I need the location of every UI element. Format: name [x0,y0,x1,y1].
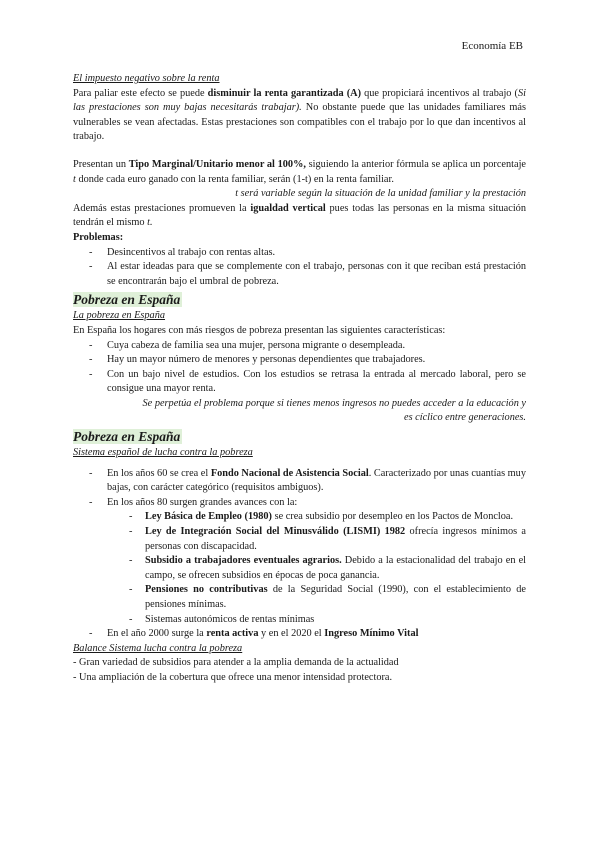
text-run: Además estas prestaciones promueven la [73,202,251,214]
quote-note: Se perpetúa el problema porque si tienes menos ingresos no puedes acceder a la educación y es cíclico entre generaciones. [142,397,526,424]
section-subtitle: La pobreza en España [73,310,166,322]
bold-run: renta activa [206,628,259,640]
text-run: No obstante puede que las unidades familiares más vulnerables se vean afectadas. Estas prestaciones son compatibles con el trabajo por lo que dan incentivos al trabajo. [73,102,526,143]
text-run: En el año 2000 surge la [107,628,207,640]
list-item: - Hay un mayor número de menores y personas dependientes que trabajadores. [73,353,526,368]
balance-line: - Una ampliación de la cobertura que ofrece una menor intensidad protectora. [73,671,393,683]
bold-run: Subsidio a trabajadores eventuales agrarios. [145,555,342,567]
bold-run: Pensiones no contributivas [145,584,268,596]
bold-run: Ingreso Mínimo Vital [324,628,419,640]
paragraph [73,202,526,231]
text-run: y en el 2020 el [258,628,325,640]
problems-list [73,246,526,290]
text-run: que propiciará incentivos al trabajo ( [361,87,518,99]
list-item: - Con un bajo nivel de estudios. Con los estudios se retrasa la entrada al mercado laboral, pero se consigue una mayor renta. [73,368,526,397]
paragraph [73,158,526,187]
document-body [73,72,526,686]
sub-list-item [73,583,526,612]
characteristics-list [73,339,526,397]
bold-run: igualdad vertical [250,202,326,214]
heading-text: Pobreza en España [73,292,181,308]
list-item [73,627,526,642]
list-item [73,467,526,496]
text-run: En los años 80 surgen grandes avances con la: [107,496,298,508]
section-heading [73,428,526,446]
balance-title: Balance Sistema lucha contra la pobreza [73,642,243,654]
problems-label: Problemas: [73,231,124,243]
paragraph [73,87,526,145]
section-subtitle: El impuesto negativo sobre la renta [73,73,220,84]
text-run: pues todas las personas en la misma situación tendrán el mismo [73,202,526,229]
section-subtitle: Sistema español de lucha contra la pobreza [73,447,253,459]
sub-list-item [73,613,526,628]
text-run: se crea subsidio por desempleo en los Pactos de Moncloa. [272,511,514,523]
bold-run: Tipo Marginal/Unitario menor al 100%, [128,158,306,170]
page-header: Economía EB [461,40,523,52]
list-item: - Al estar ideadas para que se complemente con el trabajo, personas con it que reciban está prestación se encontrarán bajo el umbral de pobreza. [73,260,526,289]
bold-run: Ley de Integración Social del Minusválido (LISMI) 1982 [145,526,406,538]
sub-list [73,510,526,627]
sub-list-item [73,510,526,525]
text-run: En los años 60 se crea el [107,467,211,479]
list-item: - Desincentivos al trabajo con rentas altas. [73,246,526,261]
sub-list-item [73,554,526,583]
italic-run: t. [147,217,153,229]
text-run: . Caracterizado por unas cuantías muy bajas, con carácter categórico (requisitos ambiguos). [107,467,526,494]
italic-run: t [73,173,76,185]
text-run: Para paliar este efecto se puede [73,87,208,99]
text-run: ofrecía ingresos mínimos a personas con discapacidad. [145,526,527,552]
text-run: de la Seguridad Social (1990), con el establecimiento de pensiones mínimas. [145,584,526,610]
spacer [73,145,526,158]
italic-run: Si las prestaciones son muy bajas necesitarás trabajar). [73,87,526,114]
list-item [73,496,526,627]
bold-run: Ley Básica de Empleo (1980) [145,511,272,523]
paragraph: En España los hogares con más riesgos de pobreza presentan las siguientes características: [73,324,446,336]
bold-run: Fondo Nacional de Asistencia Social [210,467,369,479]
text-run: donde cada euro ganado con la renta familiar, serán (1-t) en la renta familiar. [75,173,394,185]
text-run: siguiendo la anterior fórmula se aplica un porcentaje [305,158,527,170]
text-run: Sistemas autonómicos de rentas mínimas [145,613,315,625]
history-list [73,467,526,642]
text-run: Presentan un [73,158,129,170]
heading-text: Pobreza en España [73,429,181,445]
list-item: - Cuya cabeza de familia sea una mujer, persona migrante o desempleada. [73,339,526,354]
text-run: Debido a la estacionalidad del trabajo en el campo, se ofrecen subsidios en épocas de poca ganancia. [145,555,527,581]
note-line: t será variable según la situación de la unidad familiar y la prestación [235,188,526,200]
balance-line: - Gran variedad de subsidios para atender a la amplia demanda de la actualidad [73,657,399,669]
section-heading [73,291,526,309]
bold-run: disminuir la renta garantizada (A) [207,87,361,99]
sub-list-item [73,525,526,554]
